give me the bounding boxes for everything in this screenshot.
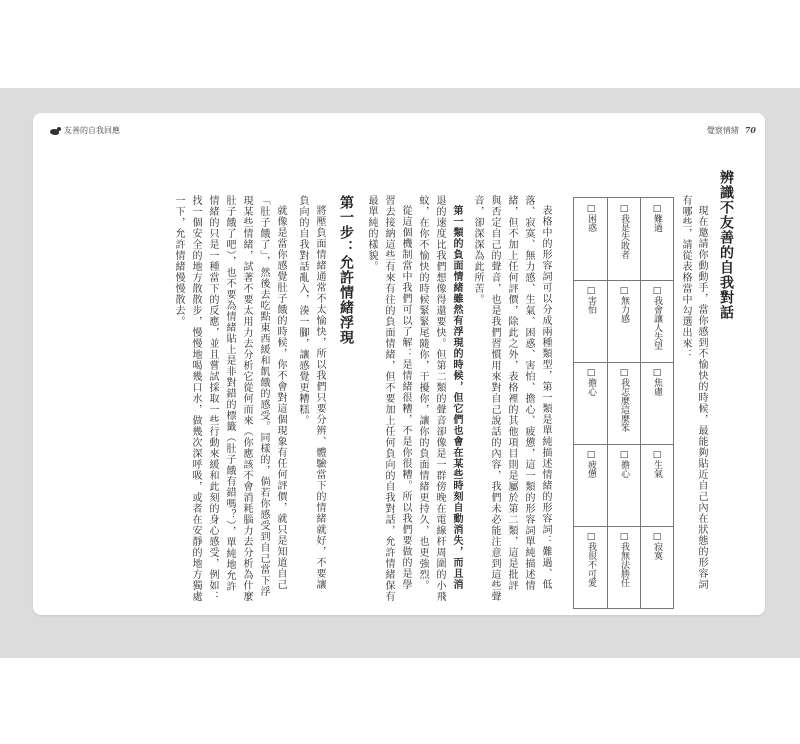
bird-icon (50, 127, 61, 135)
checklist-item[interactable]: □難過 (652, 204, 662, 232)
text-column: 從這個機制當中我們可以了解：是情緒很糟，不是你很糟。所以我們要做的是學 (400, 205, 411, 590)
text-column: 就像是當你感覺肚子餓的時候，你不會對這個現象有任何評價，就只是知道自己 (275, 205, 286, 590)
text-column: 有哪些，請從表格當中勾選出來： (680, 195, 691, 360)
text-column: 「肚子餓了」，然後去吃點東西緩和飢餓的感受。同樣的，倘若你感受到自己當下浮 (258, 195, 269, 597)
page-number: 70 (744, 125, 756, 135)
running-header-left (50, 125, 120, 136)
checklist-item[interactable]: □困惑 (586, 204, 596, 232)
text-column: 與否定自己的聲音，也是我們習慣用來對自己說話的內容，我們未必能注意到這些聲 (489, 195, 500, 602)
checklist-item[interactable]: □害怕 (586, 286, 596, 314)
table-column (607, 198, 640, 608)
section-heading-self-talk: 辨識不友善的自我對話 (718, 170, 734, 320)
text-column: 緒，但不加上任何評價，除此之外，表格裡的其他項目則是屬於第二類，這是批評 (506, 195, 517, 591)
checklist-item[interactable]: □我無法勝任 (619, 532, 629, 587)
text-column: 退的速度比我們想像得還要快。但第二類的聲音卻像是一群傍晚在電線杆周圍的小飛 (434, 195, 445, 602)
left-title: 友善的自我回應 (64, 126, 120, 135)
text-column: 將壓負面情緒通常不太愉快，所以我們只要分辨、體驗當下的情緒就好，不要讓 (314, 205, 325, 590)
text-column: 現某些情緒，試著不要太用力去分析它從何而來（你應該不會消耗腦力去分析為什麼 (241, 195, 252, 602)
text-column: 最單純的樣貌。 (366, 195, 377, 272)
checklist-item[interactable]: □寂寞 (652, 532, 662, 560)
text-column: 現在邀請你動動手，當你感到不愉快的時候，最能夠貼近自己內在狀態的形容詞 (696, 205, 707, 590)
text-column: 第一類的負面情緒雖然有浮現的時候，但它們也會在某些時刻自動消失，而且消 (451, 205, 462, 590)
text-column: 蚊，在你不愉快的時候緊緊尾隨你，干擾你，讓你的負面情緒更持久，也更強烈。 (417, 195, 428, 591)
checklist-item[interactable]: □我很不可愛 (586, 532, 596, 587)
right-title: 覺察情緒 (706, 126, 739, 135)
text-column: 負向的自我對話亂入，湊一腳，讓感覺更糟糕。 (297, 195, 308, 426)
running-header-right (707, 125, 756, 136)
checklist-item[interactable]: □我怎麼這麼笨 (619, 368, 629, 432)
checklist-item[interactable]: □無力感 (619, 286, 629, 323)
checklist-item[interactable]: □生氣 (652, 450, 662, 478)
text-column: 找一個安全的地方散散步，慢慢地喝幾口水，做幾次深呼吸，或者在安靜的地方獨處 (190, 195, 201, 602)
text-column: 一下，允許情緒慢慢散去。 (173, 195, 184, 327)
checklist-item[interactable]: □擔心 (619, 450, 629, 478)
text-column: 習去接納這些有來有往的負面情緒，但不要加上任何負向的自我對話，允許情緒保有 (383, 195, 394, 602)
table-column (640, 198, 673, 608)
checklist-item[interactable]: □焦慮 (652, 368, 662, 396)
checklist-item[interactable]: □我會讓人失望 (652, 286, 662, 350)
text-column: 肚子餓了吧），也不要為情緒貼上是非對錯的標籤（肚子餓有錯嗎？），單純地允許 (224, 195, 235, 592)
table-column (574, 198, 607, 608)
checklist-item[interactable]: □擔心 (586, 368, 596, 396)
text-column: 表格中的形容詞可以分成兩種類型，第一類是單純描述情緒的形容詞：難過、低 (540, 205, 551, 590)
checklist-item[interactable]: □我是失敗者 (619, 204, 629, 259)
section-heading-allow-emotions: 第一步：允許情緒浮現 (338, 195, 354, 345)
text-column: 音，卻深深為此所苦。 (472, 195, 483, 305)
emotion-checklist-table (573, 197, 674, 609)
text-column: 情緒的只是一種當下的反應，並且嘗試採取一些行動來緩和此刻的身心感受，例如： (207, 195, 218, 602)
checklist-item[interactable]: □疲憊 (586, 450, 596, 478)
text-column: 落、寂寞、無力感、生氣、困惑、害怕、擔心、疲憊，這一類的形容詞單純描述情 (523, 195, 534, 591)
